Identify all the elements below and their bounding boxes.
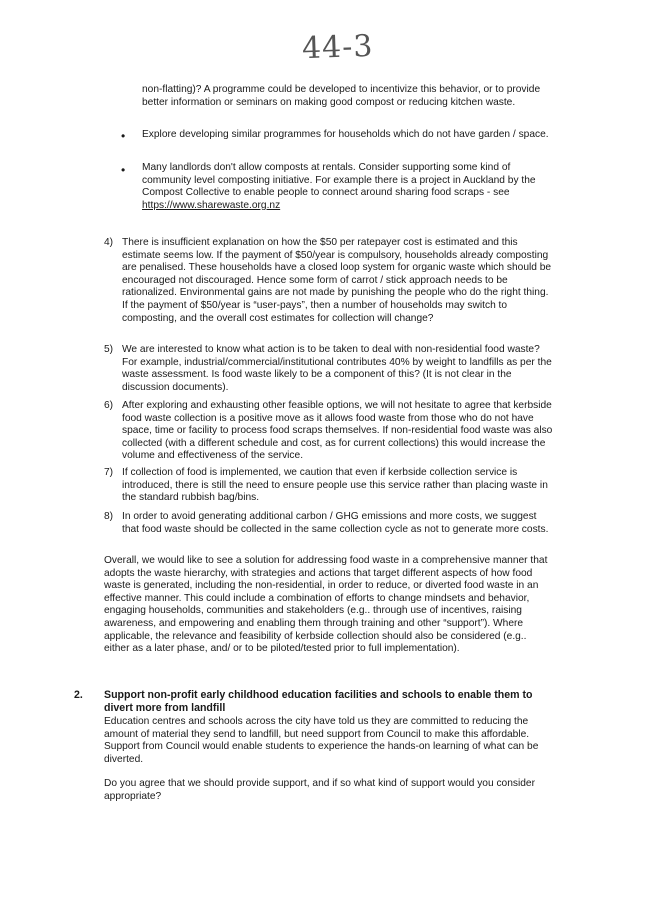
section-number: 2. — [74, 689, 83, 701]
bullet-marker: • — [121, 129, 126, 143]
item-number: 6) — [104, 400, 114, 411]
section-heading: Support non-profit early childhood education facilities and schools to enable them to divert more from landfill — [104, 689, 533, 714]
numbered-item: We are interested to know what action is to be taken to deal with non-residential food waste? For example, industrial/commercial/institutional contributes 40% by weight to landfills as per the waste assessment. Is food waste likely to be a component of this? (It is not clear in the discussion documents). — [122, 344, 552, 393]
overall-paragraph: Overall, we would like to see a solution for addressing food waste in a comprehensive manner that adopts the waste hierarchy, with strategies and actions that target different aspects of how food waste is generated, including the non-residential, in order to reduce, or diverted food waste in an effective manner. This could include a combination of efforts to change mindsets and behavior, engaging households, communities and stakeholders (e.g.. through use of incentives, raising awareness, and empowering and enabling them through training and other “support”). Where applicable, the relevance and feasibility of kerbside collection should also be considered (e.g.. either as a later phase, and/ or to be piloted/tested prior to full implementation). — [104, 555, 548, 655]
item-number: 7) — [104, 467, 114, 478]
numbered-item: There is insufficient explanation on how the $50 per ratepayer cost is estimated and this estimate seems low. If the payment of $50/year is compulsory, households already composting are penalised. These households have a closed loop system for organic waste which should be encouraged not discouraged. Hence some form of carrot / stick approach needs to be rationalized. Environmental gains are not made by punishing the people who do the right thing. If the payment of $50/year is “user-pays”, then a number of households may switch to composting, and the overall cost estimates for collection will change? — [122, 237, 552, 324]
bullet-item: Explore developing similar programmes for households which do not have garden / space. — [142, 129, 549, 140]
numbered-item: If collection of food is implemented, we caution that even if kerbside collection service is introduced, there is still the need to ensure people use this service rather than placing waste in the standard rubbish bag/bins. — [122, 467, 548, 504]
item-number: 8) — [104, 511, 114, 522]
bullet-item — [142, 162, 554, 212]
item-number: 4) — [104, 237, 114, 248]
item-number: 5) — [104, 344, 114, 355]
handwritten-page-number: 44-3 — [301, 28, 374, 67]
numbered-item: In order to avoid generating additional carbon / GHG emissions and more costs, we suggest that food waste should be collected in the same collection cycle as not to generate more costs. — [122, 511, 549, 535]
section-question: Do you agree that we should provide support, and if so what kind of support would you consider appropriate? — [104, 778, 535, 802]
section-body: Education centres and schools across the city have told us they are committed to reducing the amount of material they send to landfill, but need support from Council to make this affordable. Support from Council would enable students to experience the hands-on learning of what can be diverted. — [104, 716, 539, 765]
intro-continuation: non-flatting)? A programme could be developed to incentivize this behavior, or to provide better information or seminars on making good compost or reducing kitchen waste. — [142, 84, 541, 108]
numbered-item: After exploring and exhausting other feasible options, we will not hesitate to agree that kerbside food waste collection is a positive move as it allows food waste from those who do not have space, time or facility to process food scraps themselves. If non-residential food waste was also collected (with a different schedule and cost, as for current collections) this would increase the volume and effectiveness of the service. — [122, 400, 553, 462]
sharewaste-link[interactable]: https://www.sharewaste.org.nz — [142, 199, 281, 211]
bullet-marker: • — [121, 163, 126, 177]
bullet-text: Many landlords don't allow composts at rentals. Consider supporting some kind of community level composting initiative. For example there is a project in Auckland by the Compost Collective to enable people to connect around sharing food scraps - see — [142, 162, 536, 199]
